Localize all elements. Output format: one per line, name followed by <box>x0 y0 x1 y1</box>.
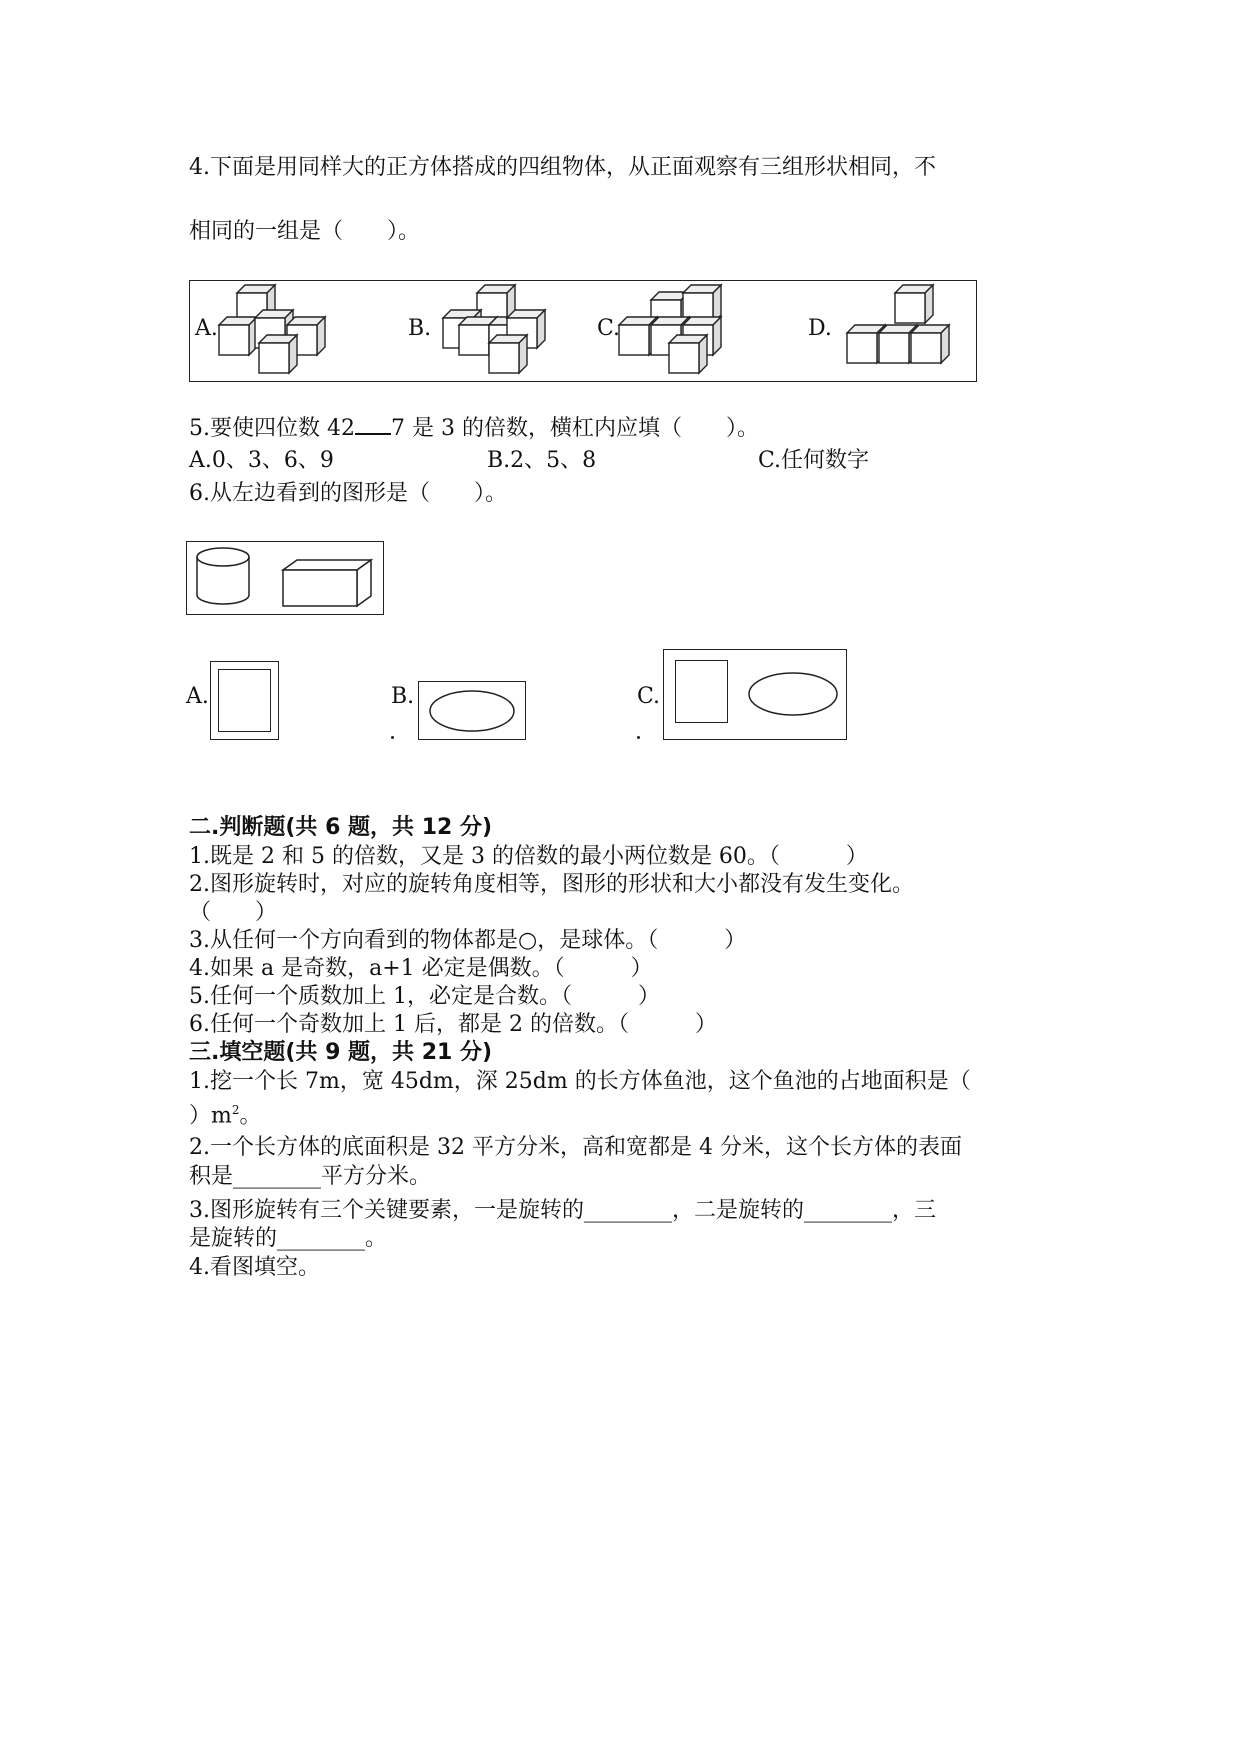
q5-option-b: B.2、5、8 <box>487 448 597 473</box>
q4-text-line2: 相同的一组是（ ）。 <box>189 219 421 244</box>
q6-option-a-label: A. <box>186 684 209 709</box>
section2-item-6: 6.任何一个奇数加上 1 后，都是 2 的倍数。（ ） <box>189 1012 717 1037</box>
section3-q2-line2: 积是________平方分米。 <box>189 1164 432 1189</box>
section3-q3-line2: 是旋转的________。 <box>189 1226 388 1251</box>
section2-title: 二.判断题(共 6 题，共 12 分) <box>189 815 493 840</box>
section2-item-1: 1.既是 2 和 5 的倍数，又是 3 的倍数的最小两位数是 60。（ ） <box>189 844 868 869</box>
q6-text: 6.从左边看到的图形是（ ）。 <box>189 481 507 506</box>
q6-option-c-ellipse <box>745 669 841 719</box>
q6-option-c-dot <box>637 736 640 739</box>
q5-option-a: A.0、3、6、9 <box>189 448 334 473</box>
section2-item-2-answer: （ ） <box>189 900 278 925</box>
q5-text-end: 7 是 3 的倍数，横杠内应填（ ）。 <box>390 416 759 441</box>
q5-option-c: C.任何数字 <box>758 448 870 473</box>
q4-option-d-label: D. <box>808 316 832 341</box>
section3-q3-line1: 3.图形旋转有三个关键要素，一是旋转的________，二是旋转的________，三 <box>189 1198 936 1223</box>
section3-q1-unit: ）m <box>189 1103 232 1129</box>
q4-option-c-label: C. <box>597 316 621 341</box>
section3-q1-line1: 1.挖一个长 7m，宽 45dm，深 25dm 的长方体鱼池，这个鱼池的占地面积是（ <box>189 1069 971 1094</box>
section2-item-3: 3.从任何一个方向看到的物体都是○，是球体。（ ） <box>189 928 747 953</box>
q4-option-a-label: A. <box>195 316 218 341</box>
q6-option-b-ellipse <box>418 681 526 740</box>
q5-blank <box>355 413 391 435</box>
q4-option-b-label: B. <box>408 316 432 341</box>
q6-option-a-rectangle <box>218 669 271 732</box>
q6-option-b-dot <box>391 736 394 739</box>
q6-objects-figure <box>186 541 384 615</box>
section3-q2-line1: 2.一个长方体的底面积是 32 平方分米，高和宽都是 4 分米，这个长方体的表面 <box>189 1135 962 1160</box>
section3-q4: 4.看图填空。 <box>189 1255 320 1280</box>
q5-text-start: 5.要使四位数 42 <box>189 416 355 441</box>
section3-q1-superscript: 2 <box>231 1103 240 1117</box>
q6-option-c-rectangle <box>675 660 728 723</box>
q6-option-c-label: C. <box>637 684 661 709</box>
section2-item-5: 5.任何一个质数加上 1，必定是合数。（ ） <box>189 984 660 1009</box>
section2-item-2: 2.图形旋转时，对应的旋转角度相等，图形的形状和大小都没有发生变化。 <box>189 872 914 897</box>
section2-item-4: 4.如果 a 是奇数，a+1 必定是偶数。（ ） <box>189 956 653 981</box>
q5-question <box>189 413 759 443</box>
q6-option-b-label: B. <box>391 684 415 709</box>
section3-q1-end: 。 <box>239 1103 262 1129</box>
section3-q1-line2 <box>189 1096 262 1130</box>
section3-title: 三.填空题(共 9 题，共 21 分) <box>189 1040 493 1065</box>
q4-cubes-figure <box>189 280 977 382</box>
q4-text-line1: 4.下面是用同样大的正方体搭成的四组物体，从正面观察有三组形状相同，不 <box>189 155 936 180</box>
